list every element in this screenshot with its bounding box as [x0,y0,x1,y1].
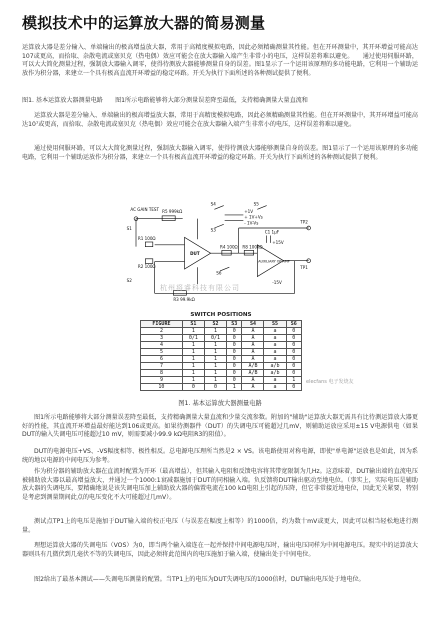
table-cell: 0 [226,342,241,349]
table-cell: 0 [182,384,204,391]
table-cell: 0 [226,349,241,356]
label-vs-plus: + 1V+Vs [244,214,263,220]
header-cell: S3 [226,321,241,328]
label-vs-minus: - 1V-Vs [244,220,259,226]
label-s1: S1 [126,225,132,231]
table-cell: 1 [204,349,226,356]
label-c1: C1 1μF [264,229,280,235]
switch-table-header-row [141,321,302,328]
table-cell: 1 [182,363,204,370]
paragraph-5: DUT的电源电压+VS、-VS幅度相等、极性相反。总电源电压理所当然是2 × VS。该电路使用对称电源，即使"单电源"运放也是如此，因为系统的地以电源的中间电压为参考。 [22,448,418,464]
table-cell: 0/1 [204,335,226,342]
table-row [141,377,302,384]
label-s6: S6 [216,270,222,276]
table-cell: A [242,349,264,356]
circuit-diagram [110,200,330,312]
label-tp2: TP2 [300,219,308,225]
label-dut: DUT [190,251,200,257]
paragraph-2: 运算放大器是差分输入、单端输出的极高增益放大器，常用于高精度模拟电路，因此必须精确测量其性能。但在开环测量中，其开环增益可能高达10⁷或更高，而拾取、杂散电流或塞贝克（热电偶）效应可能会在放大器输入端产生非常小的电压，这样误差将难以避免。 [22,112,418,128]
paragraph-6: 作为积分器的辅助放大器在直流时配置为开环（最高增益），但其输入电阻和反馈电容将其带宽限制为几Hz。这意味着，DUT输出端的直流电压被辅助放大器以最高增益放大，并通过一个1000:1衰减器施加于DUT的同相输入端。负反馈将DUT输出驱动至地电位。（事实上，实际电压是辅助放大器的失调电压，要精确地说是该失调电压加上辅助放大器的偏置电流在100 kΩ电阻上引起的压降，但它非常接近地电位，因此无关紧要，特别是考虑到测量期间此点的电压变化不大可能超过几mV）。 [22,468,418,501]
figure-caption: 图1. 基本运算放大器测量电路 [178,400,262,407]
table-cell: A/B [242,370,264,377]
table-row [141,335,302,342]
label-s5: S5 [253,201,259,207]
label-r3: R3 99.9kΩ [173,296,195,302]
table-cell: A [242,377,264,384]
table-cell: 0 [286,342,301,349]
paragraph-9: 图2给出了最基本测试——失调电压测量的配置。当TP1上的电压为DUT失调电压的1000倍时，DUT输出电压处于地电位。 [34,576,365,583]
table-cell: A [242,342,264,349]
table-row [141,370,302,377]
label-r1: R1 100Ω [137,236,156,242]
table-cell: a [264,349,286,356]
table-cell: 8 [141,370,183,377]
table-cell: 1 [204,377,226,384]
table-cell: 0 [226,335,241,342]
resistor-r8 [244,250,253,255]
paragraph-3: 通过使用伺服环路，可以大大简化测量过程，强制放大器输入调零，使得待测放大器能够测量自身的误差。图1显示了一个运用该原理的多功能电路，它利用一个辅助运放作为积分器，来建立一个具有极高直流开环增益的稳定环路。开关为执行下面所述的各种测试提供了便利。 [22,145,418,161]
table-cell: 1 [204,356,226,363]
resistor-r5 [162,216,175,221]
table-cell: A [242,328,264,335]
table-cell: 0 [286,370,301,377]
switch-table-title: SWITCH POSITIONS [190,312,252,318]
table-cell: 0 [286,363,301,370]
table-cell: 1 [204,370,226,377]
table-cell: A [242,335,264,342]
table-cell: 0 [226,363,241,370]
table-cell: 9 [141,377,183,384]
table-cell: 10 [141,384,183,391]
label-r4: R4 100Ω [220,244,238,250]
paragraph-intro: 运算放大器是差分输入、单端输出的极高增益放大器，常用于高精度模拟电路，因此必须精确测量其性能。但在开环测量中，其开环增益可能高达107或更高，而拾取、杂散电流或塞贝克（热电偶）效应可能会在放大器输入端产生非常小的电压，这样误差将难以避免。 通过使用伺服环路，可以大大简化测量过程，强制放大器输入调零，使得待测放大器能够测量自身的误差。图1显示了一个运用该原理的多功能电路，它利用一个辅助运放作为积分器，来建立一个具有极高直流开环增益的稳定环路。开关为执行下面所述的各种测试提供了便利。 [22,44,418,77]
header-cell: S2 [204,321,226,328]
label-s4: S4 [210,201,216,207]
label-ac-gain-test: AC GAIN TEST [130,207,160,213]
label-s3: S3 [210,227,216,233]
table-row [141,356,302,363]
label-tp1: TP1 [300,265,308,271]
label-plus1v: +1V [244,209,254,215]
table-cell: 0 [286,384,301,391]
label-r8: R8 100kΩ [242,244,263,250]
table-cell: 1 [182,328,204,335]
table-cell: 1 [182,377,204,384]
table-cell: 0 [286,335,301,342]
header-cell: S1 [182,321,204,328]
resistor-r2 [145,259,152,264]
table-cell: 5 [141,349,183,356]
table-cell: 3 [141,335,183,342]
resistor-r1 [145,242,152,247]
table-cell: 1 [204,363,226,370]
table-cell: a [264,377,286,384]
table-row [141,328,302,335]
table-cell: 6 [141,356,183,363]
table-cell: 1 [182,356,204,363]
table-row [141,384,302,391]
table-cell: a/b [264,363,286,370]
table-cell: 1 [182,349,204,356]
table-cell: A/B [242,363,264,370]
table-cell: 0/1 [182,335,204,342]
paragraph-7: 测试点TP1上的电压是施加于DUT输入端的校正电压（与误差在幅度上相等）的1000倍，约为数十mV或更大，因此可以相当轻松地进行测量。 [22,518,418,534]
table-row [141,342,302,349]
label-plus15v: +15V [272,239,284,245]
header-cell: FIGURE [141,321,183,328]
table-cell: 0 [286,328,301,335]
label-r5: R5 999kΩ [162,209,183,215]
header-cell: S6 [286,321,301,328]
table-cell: a [264,384,286,391]
table-cell: A [242,356,264,363]
table-cell: 0 [226,356,241,363]
table-cell: 2 [141,328,183,335]
table-row [141,349,302,356]
table-cell: 0 [286,349,301,356]
table-cell: 0 [226,328,241,335]
table-cell: 0 [286,356,301,363]
table-cell: 4 [141,342,183,349]
table-cell: 7 [141,363,183,370]
paragraph-8: 理想运算放大器的失调电压（VOS）为0，即当两个输入端连在一起并保持中间电源电压时，输出电压同样为中间电源电压。现实中的运算放大器则具有几微伏到几毫伏不等的失调电压，因此必须将此范围内的电压施加于输入端，使输出处于中间电位。 [22,542,418,558]
table-cell: a [264,356,286,363]
table-cell: a [264,342,286,349]
table-cell: A [242,384,264,391]
table-cell: 1 [182,370,204,377]
table-cell: 1 [182,342,204,349]
header-cell: S5 [264,321,286,328]
switch-table [140,320,302,391]
table-row [141,363,302,370]
table-cell: 0 [226,377,241,384]
table-cell: a [264,328,286,335]
label-r2: R2 100Ω [137,264,156,270]
table-cell: a/b [264,370,286,377]
table-cell: 1 [204,328,226,335]
paragraph-intro-tail: 图1. 基本运算放大器测量电路 图1所示电路能够将大部分测量误差降至最低，支持精确测量大量直流和 [22,97,308,104]
table-cell: 0 [226,370,241,377]
label-aux: AUXILIARY OP AMP [258,259,290,264]
table-cell: a [264,335,286,342]
switch-positions-table [140,312,302,391]
site-badge: elecfans 电子发烧友 [306,379,354,385]
label-minus15v: -15V [272,280,282,285]
label-s2: S2 [126,278,132,284]
article-title: 模拟技术中的运算放大器的简易测量 [22,14,266,32]
resistor-r4 [222,250,231,255]
paragraph-4: 图1所示电路能够将大部分测量误差降至最低，支持精确测量大量直流和少量交流参数。附加的"辅助"运算放大器无需具有比待测运算放大器更好的性能，其直流开环增益最好能达到106或更高。如果待测器件（DUT）的失调电压可能超过几mV，则辅助运放应采用±15 V电源供电（如果DUT的输入失调电压可能超过10 mV，则需要减小99.9 kΩ电阻R3的阻值）。 [22,414,418,439]
table-cell: 1 [286,377,301,384]
table-cell: 1 [226,384,241,391]
watermark-text: 杭州将睿科技有限公司 [160,284,240,292]
header-cell: S4 [242,321,264,328]
table-cell: 1 [204,342,226,349]
table-cell: 0 [204,384,226,391]
